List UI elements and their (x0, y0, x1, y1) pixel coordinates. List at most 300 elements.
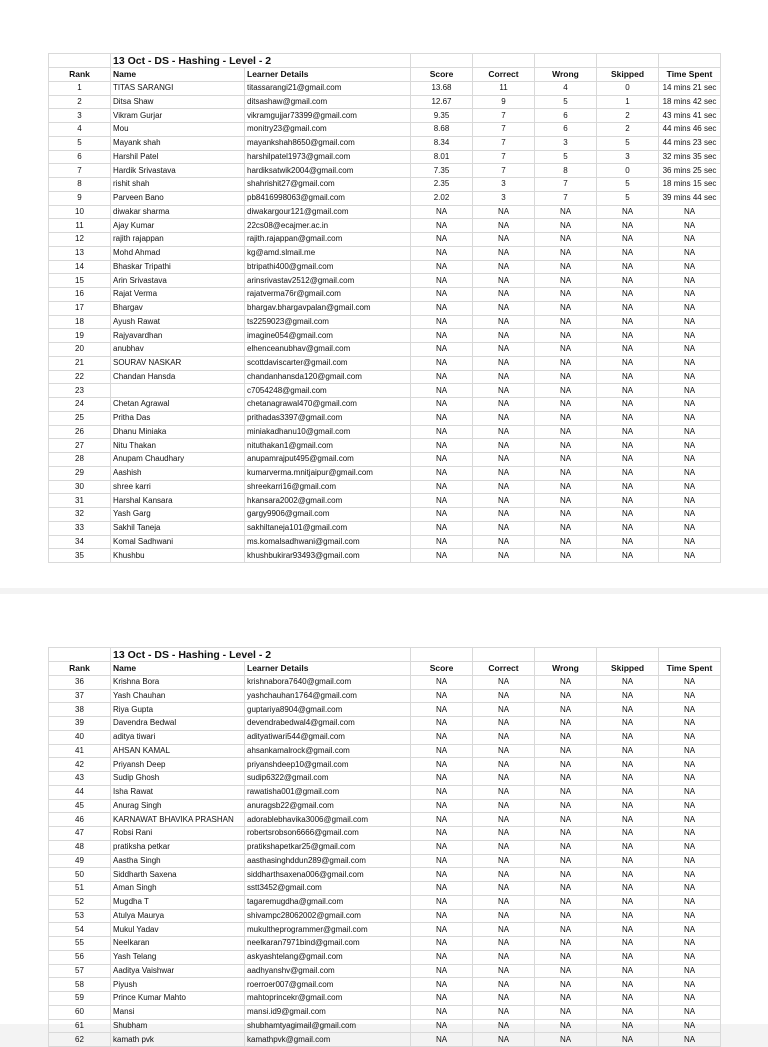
time-spent-cell: NA (659, 453, 721, 467)
wrong-cell: NA (535, 535, 597, 549)
skipped-cell: NA (597, 246, 659, 260)
score-cell: NA (411, 799, 473, 813)
time-spent-cell: NA (659, 288, 721, 302)
score-cell: 7.35 (411, 164, 473, 178)
time-spent-cell: NA (659, 978, 721, 992)
rank-cell: 61 (49, 1019, 111, 1033)
wrong-cell: NA (535, 466, 597, 480)
score-cell: 9.35 (411, 109, 473, 123)
score-cell: NA (411, 288, 473, 302)
learner-email-cell: chetanagrawal470@gmail.com (245, 398, 411, 412)
learner-email-cell: monitry23@gmail.com (245, 123, 411, 137)
name-cell: Harshil Patel (111, 150, 245, 164)
learner-email-cell: kg@amd.slmail.me (245, 246, 411, 260)
name-cell: Mou (111, 123, 245, 137)
table-row (49, 274, 721, 288)
skipped-cell: NA (597, 260, 659, 274)
rank-cell: 52 (49, 895, 111, 909)
skipped-cell: NA (597, 535, 659, 549)
table-row (49, 301, 721, 315)
table-row (49, 178, 721, 192)
time-spent-cell: NA (659, 840, 721, 854)
wrong-cell: NA (535, 205, 597, 219)
wrong-cell: NA (535, 978, 597, 992)
score-cell: NA (411, 937, 473, 951)
skipped-cell: NA (597, 329, 659, 343)
skipped-cell: 5 (597, 191, 659, 205)
correct-cell: 7 (473, 164, 535, 178)
table-row (49, 370, 721, 384)
header-skipped: Skipped (597, 68, 659, 82)
skipped-cell: NA (597, 398, 659, 412)
correct-cell: NA (473, 384, 535, 398)
wrong-cell: NA (535, 356, 597, 370)
table-row (49, 439, 721, 453)
wrong-cell: 4 (535, 81, 597, 95)
correct-cell: NA (473, 964, 535, 978)
score-cell: NA (411, 453, 473, 467)
table-row (49, 521, 721, 535)
score-cell: NA (411, 840, 473, 854)
score-cell: NA (411, 343, 473, 357)
learner-email-cell: ditsashaw@gmail.com (245, 95, 411, 109)
table-row (49, 937, 721, 951)
time-spent-cell: NA (659, 535, 721, 549)
correct-cell: NA (473, 799, 535, 813)
learner-email-cell: khushbukirar93493@gmail.com (245, 549, 411, 563)
correct-cell: NA (473, 370, 535, 384)
skipped-cell: NA (597, 882, 659, 896)
wrong-cell: NA (535, 882, 597, 896)
learner-email-cell: nituthakan1@gmail.com (245, 439, 411, 453)
correct-cell: NA (473, 717, 535, 731)
wrong-cell: NA (535, 425, 597, 439)
table-row (49, 508, 721, 522)
name-cell: Rajyavardhan (111, 329, 245, 343)
skipped-cell: NA (597, 950, 659, 964)
table-row (49, 785, 721, 799)
learner-email-cell: prithadas3397@gmail.com (245, 411, 411, 425)
rank-cell: 39 (49, 717, 111, 731)
score-cell: NA (411, 854, 473, 868)
score-cell: NA (411, 895, 473, 909)
name-cell: Aaditya Vaishwar (111, 964, 245, 978)
time-spent-cell: 44 mins 46 sec (659, 123, 721, 137)
table-row (49, 799, 721, 813)
skipped-cell: NA (597, 1033, 659, 1047)
time-spent-cell: 18 mins 15 sec (659, 178, 721, 192)
table-row (49, 494, 721, 508)
header-wrong: Wrong (535, 68, 597, 82)
header-skipped: Skipped (597, 662, 659, 676)
time-spent-cell: NA (659, 521, 721, 535)
table-row (49, 219, 721, 233)
skipped-cell: NA (597, 937, 659, 951)
name-cell: Komal Sadhwani (111, 535, 245, 549)
score-cell: NA (411, 1005, 473, 1019)
time-spent-cell: NA (659, 909, 721, 923)
skipped-cell: NA (597, 964, 659, 978)
skipped-cell: NA (597, 411, 659, 425)
wrong-cell: NA (535, 730, 597, 744)
skipped-cell: NA (597, 288, 659, 302)
table-row (49, 205, 721, 219)
score-cell: NA (411, 480, 473, 494)
skipped-cell: NA (597, 356, 659, 370)
wrong-cell: NA (535, 521, 597, 535)
learner-email-cell: mukultheprogrammer@gmail.com (245, 923, 411, 937)
correct-cell: NA (473, 937, 535, 951)
time-spent-cell: NA (659, 730, 721, 744)
score-cell: NA (411, 219, 473, 233)
skipped-cell: NA (597, 315, 659, 329)
rank-cell: 45 (49, 799, 111, 813)
learner-email-cell: imagine054@gmail.com (245, 329, 411, 343)
skipped-cell: NA (597, 744, 659, 758)
wrong-cell: NA (535, 370, 597, 384)
rank-cell: 23 (49, 384, 111, 398)
correct-cell: NA (473, 508, 535, 522)
learner-email-cell: adorablebhavika3006@gmail.com (245, 813, 411, 827)
skipped-cell: NA (597, 992, 659, 1006)
wrong-cell: NA (535, 758, 597, 772)
wrong-cell: NA (535, 744, 597, 758)
sheet-page-2 (0, 594, 768, 1044)
correct-cell: NA (473, 758, 535, 772)
time-spent-cell: NA (659, 315, 721, 329)
learner-email-cell: mahtoprincekr@gmail.com (245, 992, 411, 1006)
learner-email-cell: tagaremugdha@gmail.com (245, 895, 411, 909)
table-row (49, 1005, 721, 1019)
score-cell: NA (411, 535, 473, 549)
header-rank: Rank (49, 68, 111, 82)
wrong-cell: NA (535, 301, 597, 315)
time-spent-cell: 14 mins 21 sec (659, 81, 721, 95)
rank-cell: 5 (49, 136, 111, 150)
rank-cell: 62 (49, 1033, 111, 1047)
correct-cell: NA (473, 1005, 535, 1019)
time-spent-cell: NA (659, 329, 721, 343)
title-row (49, 648, 721, 662)
rank-cell: 24 (49, 398, 111, 412)
header-learner-details: Learner Details (245, 662, 411, 676)
name-cell: Mukul Yadav (111, 923, 245, 937)
table-row (49, 123, 721, 137)
skipped-cell: NA (597, 549, 659, 563)
header-score: Score (411, 68, 473, 82)
learner-email-cell: siddharthsaxena006@gmail.com (245, 868, 411, 882)
learner-email-cell: anupamrajput495@gmail.com (245, 453, 411, 467)
name-cell: Yash Chauhan (111, 689, 245, 703)
time-spent-cell: NA (659, 205, 721, 219)
correct-cell: NA (473, 398, 535, 412)
time-spent-cell: NA (659, 480, 721, 494)
time-spent-cell: NA (659, 508, 721, 522)
rank-cell: 19 (49, 329, 111, 343)
name-cell: Bhaskar Tripathi (111, 260, 245, 274)
table-row (49, 411, 721, 425)
time-spent-cell: NA (659, 466, 721, 480)
table-row (49, 854, 721, 868)
rank-cell: 53 (49, 909, 111, 923)
rank-cell: 13 (49, 246, 111, 260)
rank-cell: 48 (49, 840, 111, 854)
correct-cell: NA (473, 301, 535, 315)
rank-cell: 26 (49, 425, 111, 439)
skipped-cell: NA (597, 854, 659, 868)
name-cell: Aashish (111, 466, 245, 480)
score-cell: NA (411, 549, 473, 563)
correct-cell: NA (473, 466, 535, 480)
skipped-cell: 1 (597, 95, 659, 109)
score-cell: NA (411, 508, 473, 522)
skipped-cell: NA (597, 909, 659, 923)
skipped-cell: NA (597, 689, 659, 703)
header-row (49, 68, 721, 82)
rank-cell: 33 (49, 521, 111, 535)
correct-cell: NA (473, 439, 535, 453)
learner-email-cell: btripathi400@gmail.com (245, 260, 411, 274)
wrong-cell: NA (535, 384, 597, 398)
table-row (49, 689, 721, 703)
name-cell: Ajay Kumar (111, 219, 245, 233)
learner-email-cell: scottdaviscarter@gmail.com (245, 356, 411, 370)
wrong-cell: NA (535, 233, 597, 247)
learner-email-cell: shivampc28062002@gmail.com (245, 909, 411, 923)
correct-cell: NA (473, 219, 535, 233)
skipped-cell: NA (597, 274, 659, 288)
skipped-cell: 5 (597, 136, 659, 150)
table-row (49, 356, 721, 370)
name-cell: shree karri (111, 480, 245, 494)
rank-cell: 37 (49, 689, 111, 703)
time-spent-cell: NA (659, 937, 721, 951)
score-cell: NA (411, 411, 473, 425)
correct-cell: 7 (473, 150, 535, 164)
rank-cell: 7 (49, 164, 111, 178)
skipped-cell: NA (597, 343, 659, 357)
skipped-cell: NA (597, 219, 659, 233)
correct-cell: NA (473, 772, 535, 786)
wrong-cell: NA (535, 219, 597, 233)
name-cell: Khushbu (111, 549, 245, 563)
learner-email-cell: arinsrivastav2512@gmail.com (245, 274, 411, 288)
wrong-cell: NA (535, 827, 597, 841)
score-cell: NA (411, 992, 473, 1006)
time-spent-cell: NA (659, 799, 721, 813)
table-row (49, 772, 721, 786)
wrong-cell: NA (535, 937, 597, 951)
score-cell: NA (411, 978, 473, 992)
wrong-cell: NA (535, 689, 597, 703)
learner-email-cell: ms.komalsadhwani@gmail.com (245, 535, 411, 549)
rank-cell: 40 (49, 730, 111, 744)
rank-cell: 20 (49, 343, 111, 357)
time-spent-cell: NA (659, 827, 721, 841)
score-cell: NA (411, 772, 473, 786)
score-cell: NA (411, 466, 473, 480)
name-cell: Priyansh Deep (111, 758, 245, 772)
name-cell: KARNAWAT BHAVIKA PRASHAN (111, 813, 245, 827)
correct-cell: NA (473, 992, 535, 1006)
correct-cell: NA (473, 549, 535, 563)
wrong-cell: 7 (535, 191, 597, 205)
score-cell: NA (411, 717, 473, 731)
correct-cell: NA (473, 288, 535, 302)
learner-email-cell: rajith.rajappan@gmail.com (245, 233, 411, 247)
rank-cell: 31 (49, 494, 111, 508)
time-spent-cell: NA (659, 398, 721, 412)
time-spent-cell: NA (659, 1005, 721, 1019)
rank-cell: 59 (49, 992, 111, 1006)
table-row (49, 923, 721, 937)
correct-cell: NA (473, 675, 535, 689)
name-cell: Davendra Bedwal (111, 717, 245, 731)
table-row (49, 288, 721, 302)
wrong-cell: 5 (535, 150, 597, 164)
rank-cell: 47 (49, 827, 111, 841)
table-row (49, 868, 721, 882)
time-spent-cell: NA (659, 689, 721, 703)
correct-cell: NA (473, 246, 535, 260)
time-spent-cell: NA (659, 549, 721, 563)
score-cell: NA (411, 689, 473, 703)
time-spent-cell: NA (659, 343, 721, 357)
name-cell: Anurag Singh (111, 799, 245, 813)
wrong-cell: NA (535, 785, 597, 799)
header-time-spent: Time Spent (659, 68, 721, 82)
time-spent-cell: 43 mins 41 sec (659, 109, 721, 123)
correct-cell: NA (473, 978, 535, 992)
learner-email-cell: priyanshdeep10@gmail.com (245, 758, 411, 772)
wrong-cell: NA (535, 909, 597, 923)
header-rank: Rank (49, 662, 111, 676)
rank-cell: 14 (49, 260, 111, 274)
wrong-cell: NA (535, 813, 597, 827)
skipped-cell: NA (597, 895, 659, 909)
skipped-cell: NA (597, 508, 659, 522)
skipped-cell: 2 (597, 109, 659, 123)
time-spent-cell: NA (659, 260, 721, 274)
rank-cell: 43 (49, 772, 111, 786)
rank-cell: 6 (49, 150, 111, 164)
rank-cell: 27 (49, 439, 111, 453)
table-row (49, 717, 721, 731)
name-cell: rajith rajappan (111, 233, 245, 247)
title-spacer-cell (49, 54, 111, 68)
learner-email-cell: diwakargour121@gmail.com (245, 205, 411, 219)
learner-email-cell: hkansara2002@gmail.com (245, 494, 411, 508)
learner-email-cell: aasthasinghddun289@gmail.com (245, 854, 411, 868)
learner-email-cell: rawatisha001@gmail.com (245, 785, 411, 799)
rank-cell: 2 (49, 95, 111, 109)
name-cell: Robsi Rani (111, 827, 245, 841)
correct-cell: NA (473, 494, 535, 508)
name-cell: Neelkaran (111, 937, 245, 951)
table-row (49, 315, 721, 329)
time-spent-cell: NA (659, 882, 721, 896)
score-cell: NA (411, 758, 473, 772)
rank-cell: 11 (49, 219, 111, 233)
learner-email-cell: gargy9906@gmail.com (245, 508, 411, 522)
correct-cell: NA (473, 895, 535, 909)
name-cell: Rajat Verma (111, 288, 245, 302)
correct-cell: NA (473, 1019, 535, 1033)
wrong-cell: NA (535, 992, 597, 1006)
wrong-cell: NA (535, 480, 597, 494)
time-spent-cell: NA (659, 895, 721, 909)
skipped-cell: NA (597, 453, 659, 467)
wrong-cell: NA (535, 703, 597, 717)
table-row (49, 384, 721, 398)
rank-cell: 34 (49, 535, 111, 549)
skipped-cell: NA (597, 425, 659, 439)
learner-email-cell: krishnabora7640@gmail.com (245, 675, 411, 689)
skipped-cell: NA (597, 758, 659, 772)
rank-cell: 57 (49, 964, 111, 978)
name-cell: Aastha Singh (111, 854, 245, 868)
skipped-cell: NA (597, 717, 659, 731)
table-row (49, 744, 721, 758)
name-cell: Anupam Chaudhary (111, 453, 245, 467)
time-spent-cell: NA (659, 703, 721, 717)
correct-cell: NA (473, 909, 535, 923)
wrong-cell: 7 (535, 178, 597, 192)
correct-cell: NA (473, 480, 535, 494)
learner-email-cell: shubhamtyagimail@gmail.com (245, 1019, 411, 1033)
wrong-cell: NA (535, 343, 597, 357)
skipped-cell: NA (597, 675, 659, 689)
name-cell: Shubham (111, 1019, 245, 1033)
skipped-cell: NA (597, 730, 659, 744)
learner-email-cell: bhargav.bhargavpalan@gmail.com (245, 301, 411, 315)
time-spent-cell: NA (659, 1033, 721, 1047)
name-cell: Parveen Bano (111, 191, 245, 205)
rank-cell: 44 (49, 785, 111, 799)
correct-cell: 7 (473, 109, 535, 123)
time-spent-cell: NA (659, 785, 721, 799)
title-spacer-cell (49, 648, 111, 662)
skipped-cell: NA (597, 840, 659, 854)
header-correct: Correct (473, 68, 535, 82)
skipped-cell: NA (597, 205, 659, 219)
wrong-cell: 5 (535, 95, 597, 109)
score-cell: NA (411, 827, 473, 841)
table-row (49, 343, 721, 357)
name-cell: Sakhil Taneja (111, 521, 245, 535)
time-spent-cell: NA (659, 868, 721, 882)
table-row (49, 703, 721, 717)
correct-cell: NA (473, 521, 535, 535)
skipped-cell: NA (597, 301, 659, 315)
rank-cell: 1 (49, 81, 111, 95)
name-cell: AHSAN KAMAL (111, 744, 245, 758)
name-cell: Aman Singh (111, 882, 245, 896)
score-cell: NA (411, 301, 473, 315)
title-row (49, 54, 721, 68)
name-cell: Prince Kumar Mahto (111, 992, 245, 1006)
score-cell: NA (411, 1033, 473, 1047)
time-spent-cell: NA (659, 813, 721, 827)
score-cell: 2.35 (411, 178, 473, 192)
skipped-cell: NA (597, 1019, 659, 1033)
table-row (49, 233, 721, 247)
sheet-title: 13 Oct - DS - Hashing - Level - 2 (111, 648, 411, 662)
correct-cell: NA (473, 274, 535, 288)
skipped-cell: 0 (597, 164, 659, 178)
score-cell: 8.01 (411, 150, 473, 164)
name-cell: Vikram Gurjar (111, 109, 245, 123)
